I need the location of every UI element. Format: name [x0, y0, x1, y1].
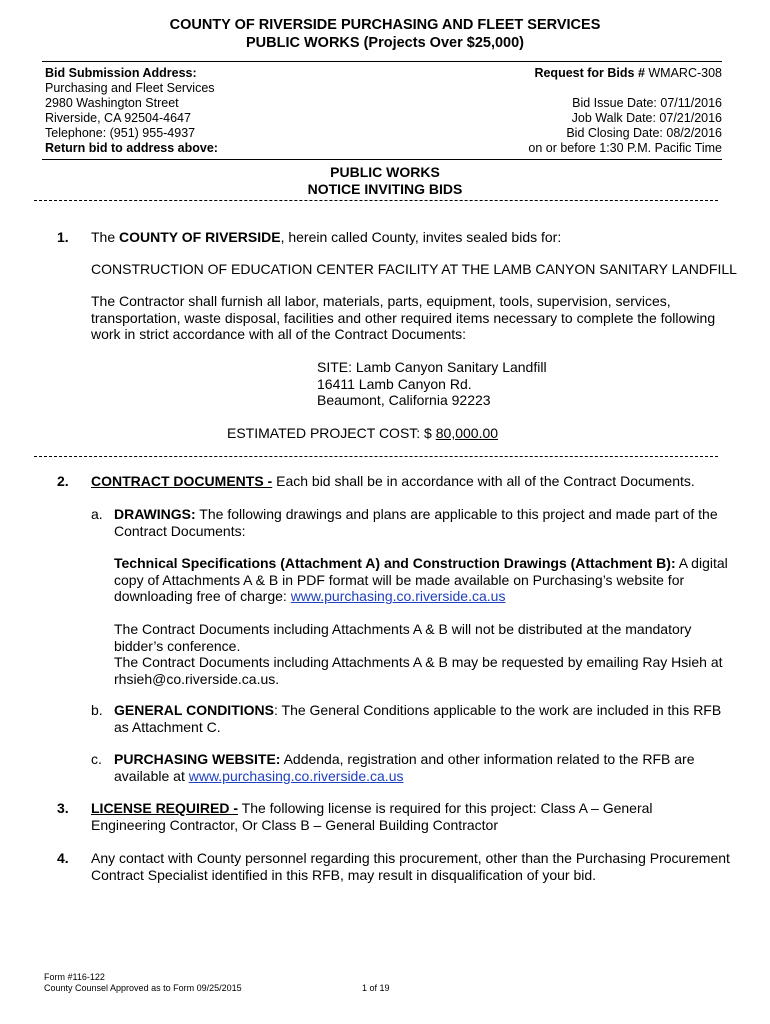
submission-label: Bid Submission Address:	[45, 66, 197, 80]
page-number: 1 of 19	[362, 983, 390, 993]
request-number: WMARC-308	[648, 66, 722, 80]
section2-heading	[91, 473, 695, 490]
counsel-approval: County Counsel Approved as to Form 09/25/2015	[44, 983, 242, 993]
request-label: Request for Bids #	[534, 66, 645, 80]
item-text: Any contact with County personnel regarding this procurement, other than the Purchasing Procurement	[91, 850, 730, 866]
section-number: 3.	[57, 800, 69, 816]
cost-label: ESTIMATED PROJECT COST: $	[227, 425, 432, 441]
item-text: The following drawings and plans are applicable to this project and made part of the	[195, 506, 718, 522]
available-line	[114, 768, 403, 785]
item-letter: c.	[91, 751, 102, 767]
bid-closing-date: Bid Closing Date: 08/2/2016	[566, 126, 722, 140]
section-number: 1.	[57, 229, 69, 245]
item-text: The Contract Documents including Attachments A & B may be requested by emailing Ray Hsieh at	[114, 654, 723, 670]
item-text: as Attachment C.	[114, 718, 221, 735]
address-line: 2980 Washington Street	[45, 96, 179, 110]
heading-text: Each bid shall be in accordance with all of the Contract Documents.	[272, 473, 695, 489]
general-conditions-label: GENERAL CONDITIONS	[114, 702, 274, 718]
notice-divider	[34, 200, 718, 201]
item-letter: a.	[91, 506, 103, 522]
license-required	[91, 800, 653, 817]
item-text: The Contract Documents including Attachments A & B will not be distributed at the mandatory	[114, 621, 692, 637]
notice-rule	[42, 159, 722, 160]
intro-text: The	[91, 229, 116, 245]
purchasing-website-link[interactable]: www.purchasing.co.riverside.ca.us	[290, 588, 506, 604]
license-heading: LICENSE REQUIRED -	[91, 800, 239, 816]
header-rule	[42, 61, 722, 62]
scope-line: transportation, waste disposal, facilities and other required items necessary to complete the following	[91, 309, 716, 326]
address-line: Riverside, CA 92504-4647	[45, 111, 191, 125]
job-walk-date: Job Walk Date: 07/21/2016	[571, 111, 722, 125]
county-name: COUNTY OF RIVERSIDE	[119, 229, 281, 245]
drawings-item	[114, 506, 718, 523]
estimated-cost	[227, 425, 498, 442]
item-text: Contract Documents:	[114, 522, 246, 539]
item-text: copy of Attachments A & B in PDF format will be made available on Purchasing’s website for	[114, 571, 685, 588]
scope-line: The Contractor shall furnish all labor, materials, parts, equipment, tools, supervision, services,	[91, 293, 671, 309]
document-title: COUNTY OF RIVERSIDE PURCHASING AND FLEET SERVICES	[169, 17, 601, 33]
item-text: Contract Specialist identified in this RFB, may result in disqualification of your bid.	[91, 866, 597, 883]
item-text: available at	[114, 767, 189, 784]
request-for-bids	[534, 66, 722, 81]
cost-value: 80,000.00	[435, 425, 499, 441]
item-text: downloading free of charge:	[114, 588, 291, 604]
site-line: 16411 Lamb Canyon Rd.	[317, 375, 472, 392]
tech-specs	[114, 555, 728, 572]
general-conditions-item	[114, 702, 721, 719]
document-subtitle: PUBLIC WORKS (Projects Over $25,000)	[245, 35, 524, 51]
section-divider	[34, 456, 718, 457]
email-text: rhsieh@co.riverside.ca.us.	[114, 670, 280, 687]
telephone: Telephone: (951) 955-4937	[45, 126, 196, 140]
intro-text: , herein called County, invites sealed bids for:	[280, 229, 562, 245]
purchasing-website-item	[114, 751, 694, 768]
notice-title: PUBLIC WORKS	[330, 164, 440, 180]
tech-specs-label: Technical Specifications (Attachment A) and Construction Drawings (Attachment B):	[114, 555, 676, 571]
form-number: Form #116-122	[44, 972, 105, 982]
site-line: Beaumont, California 92223	[317, 392, 491, 408]
item-letter: b.	[91, 702, 103, 718]
item-text: The following license is required for this project: Class A – General	[238, 800, 653, 816]
drawings-label: DRAWINGS:	[114, 506, 196, 522]
project-title: CONSTRUCTION OF EDUCATION CENTER FACILITY AT THE LAMB CANYON SANITARY LANDFILL	[91, 261, 737, 277]
bid-issue-date: Bid Issue Date: 07/11/2016	[572, 96, 722, 110]
closing-time: on or before 1:30 P.M. Pacific Time	[528, 141, 722, 155]
item-text: A digital	[675, 555, 728, 571]
item-text: Engineering Contractor, Or Class B – General Building Contractor	[91, 816, 498, 833]
contract-documents-heading: CONTRACT DOCUMENTS -	[91, 473, 273, 489]
item-text: : The General Conditions applicable to the work are included in this RFB	[273, 702, 722, 718]
site-line: SITE: Lamb Canyon Sanitary Landfill	[317, 359, 547, 375]
download-line	[114, 588, 505, 605]
item-text: bidder’s conference.	[114, 637, 241, 654]
section1-intro	[91, 229, 561, 246]
return-label: Return bid to address above:	[45, 141, 218, 155]
purchasing-website-label: PURCHASING WEBSITE:	[114, 751, 281, 767]
item-text: Addenda, registration and other information related to the RFB are	[280, 751, 695, 767]
address-line: Purchasing and Fleet Services	[45, 81, 215, 95]
section-number: 4.	[57, 850, 69, 866]
section-number: 2.	[57, 473, 69, 489]
scope-line: work in strict accordance with all of the Contract Documents:	[91, 326, 467, 342]
notice-subtitle: NOTICE INVITING BIDS	[307, 181, 463, 197]
purchasing-website-link[interactable]: www.purchasing.co.riverside.ca.us	[188, 767, 404, 784]
